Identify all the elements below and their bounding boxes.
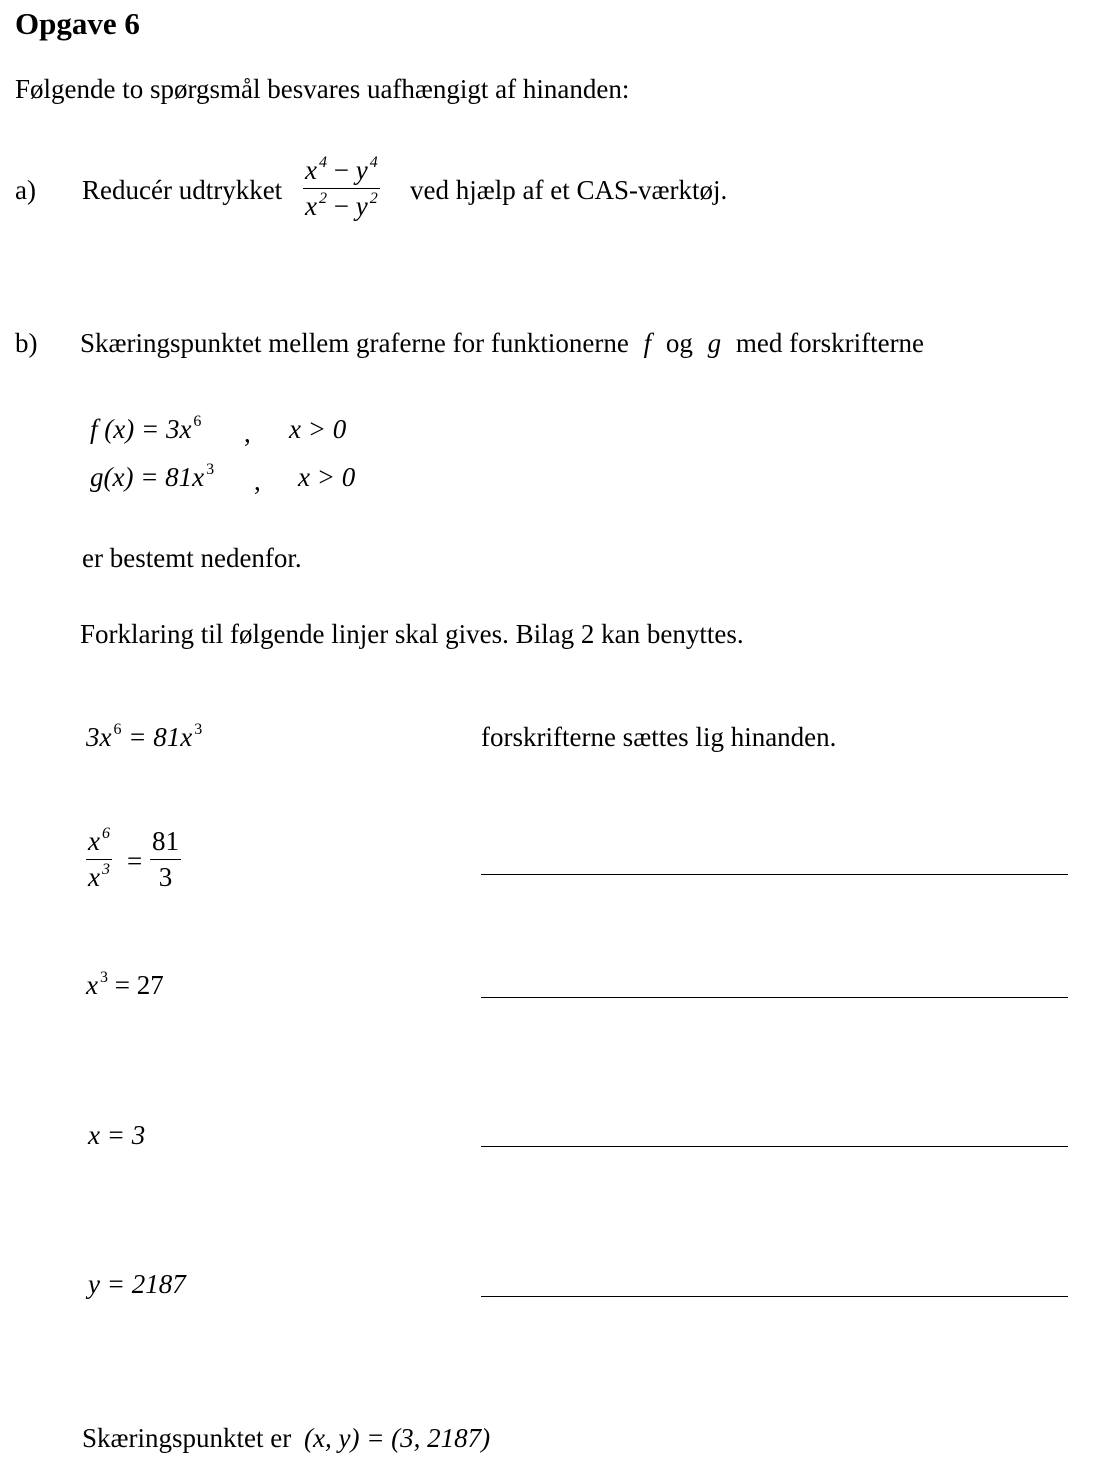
page-title: Opgave 6	[15, 6, 140, 41]
fraction-denominator: x $^2$ − y $^2$	[305, 190, 378, 221]
function-f: f	[643, 328, 652, 358]
fraction-numerator: x $^4$ − y $^4$	[305, 154, 378, 185]
step2-answer-line[interactable]	[481, 874, 1068, 875]
function-g: g	[707, 328, 722, 358]
step1-equation: 3x $^6$ = 81x $^3$	[86, 721, 203, 752]
part-a-text: Reducér udtrykket	[82, 175, 283, 205]
step2-right-fraction: 81 3	[152, 826, 179, 892]
step4-equation: x = 3	[88, 1120, 146, 1150]
step3-equation: x $^3$ = 27	[86, 969, 164, 1000]
g-condition: x > 0	[298, 462, 356, 492]
step2-equals: =	[127, 846, 143, 876]
fraction-bar	[303, 188, 380, 189]
part-b-intro: Skæringspunktet mellem graferne for funktionerne f og g med forskrifterne	[80, 328, 925, 358]
part-a-text-after: ved hjælp af et CAS-værktøj.	[410, 175, 728, 205]
part-b-label: b)	[15, 328, 38, 358]
f-condition: x > 0	[289, 414, 347, 444]
intersection-point: (x, y) = (3, 2187)	[304, 1423, 491, 1453]
part-a-label: a)	[15, 175, 36, 205]
determined-text: er bestemt nedenfor.	[82, 543, 302, 573]
step4-answer-line[interactable]	[481, 1146, 1068, 1147]
expression-fraction	[303, 154, 380, 221]
step3-answer-line[interactable]	[481, 997, 1068, 998]
step5-equation: y = 2187	[88, 1269, 186, 1299]
step1-explanation: forskrifterne sættes lig hinanden.	[481, 722, 837, 752]
step5-answer-line[interactable]	[481, 1296, 1068, 1297]
g-definition: g(x) = 81x $^3$	[90, 461, 215, 492]
f-comma: ,	[244, 418, 251, 448]
f-definition: f (x) = 3x $^6$	[90, 413, 202, 444]
g-comma: ,	[254, 466, 261, 496]
step2-left-fraction: x $^6$ x $^3$	[88, 825, 110, 892]
conclusion: Skæringspunktet er (x, y) = (3, 2187)	[82, 1423, 491, 1453]
instruction-text: Forklaring til følgende linjer skal gives. Bilag 2 kan benyttes.	[80, 619, 744, 649]
intro-text: Følgende to spørgsmål besvares uafhængigt af hinanden:	[15, 74, 630, 104]
